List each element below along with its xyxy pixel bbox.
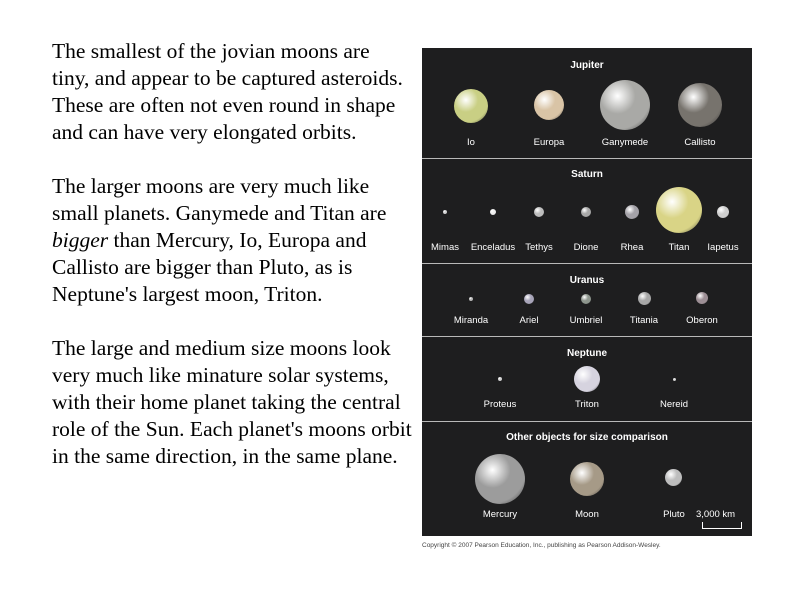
uranus-panel xyxy=(422,264,752,337)
nereid-label: Nereid xyxy=(660,399,688,410)
dione-label: Dione xyxy=(573,242,599,253)
enceladus-disc xyxy=(490,209,496,215)
pluto-label: Pluto xyxy=(663,509,685,520)
copyright-notice: Copyright © 2007 Pearson Education, Inc., publishing as Pearson Addison-Wesley. xyxy=(422,542,661,549)
iapetus-disc xyxy=(717,206,729,218)
jupiter-panel xyxy=(422,48,752,159)
titan-label: Titan xyxy=(668,242,690,253)
comparison-panel-title: Other objects for size comparison xyxy=(506,432,668,443)
moon-disc xyxy=(570,462,604,496)
proteus-label: Proteus xyxy=(483,399,517,410)
jupiter-panel-title: Jupiter xyxy=(570,60,604,71)
europa-label: Europa xyxy=(533,137,565,148)
uranus-panel-title: Uranus xyxy=(569,275,605,286)
titan-disc xyxy=(656,187,702,233)
io-disc xyxy=(454,89,488,123)
mercury-label: Mercury xyxy=(482,509,518,520)
umbriel-disc xyxy=(581,294,591,304)
tethys-label: Tethys xyxy=(525,242,553,253)
callisto-disc xyxy=(678,83,722,127)
paragraph-small-moons: The smallest of the jovian moons are tiny, and appear to be captured asteroids. These are often not even round in shape and can have very elongated orbits. xyxy=(52,39,403,144)
neptune-panel xyxy=(422,337,752,422)
triton-label: Triton xyxy=(575,399,599,410)
dione-disc xyxy=(581,207,591,217)
titania-disc xyxy=(638,292,651,305)
umbriel-label: Umbriel xyxy=(569,315,603,326)
ganymede-label: Ganymede xyxy=(601,137,649,148)
mimas-label: Mimas xyxy=(431,242,459,253)
iapetus-label: Iapetus xyxy=(707,242,739,253)
paragraph-large-moons xyxy=(52,173,412,308)
miranda-disc xyxy=(469,297,473,301)
io-label: Io xyxy=(467,137,475,148)
moon-label: Moon xyxy=(575,509,599,520)
ganymede-disc xyxy=(600,80,650,130)
ariel-label: Ariel xyxy=(519,315,539,326)
mercury-disc xyxy=(475,454,525,504)
europa-disc xyxy=(534,90,564,120)
scale-bar xyxy=(702,522,742,529)
paragraph-large-moons-end: than Mercury, Io, Europa and Callisto are bigger than Pluto, as is Neptune's largest moon, Triton. xyxy=(52,228,367,306)
callisto-label: Callisto xyxy=(684,137,716,148)
triton-disc xyxy=(574,366,600,392)
comparison-panel xyxy=(422,422,752,536)
oberon-label: Oberon xyxy=(686,315,718,326)
bigger-emphasis: bigger xyxy=(52,228,109,252)
neptune-panel-title: Neptune xyxy=(567,348,607,359)
moons-size-comparison-figure xyxy=(422,48,752,536)
paragraph-solar-systems: The large and medium size moons look very much like minature solar systems, with their home planet taking the central role of the Sun. Each planet's moons orbit in the same direction, in the same plane. xyxy=(52,336,412,468)
rhea-label: Rhea xyxy=(620,242,644,253)
mimas-disc xyxy=(443,210,447,214)
paragraph-large-moons-start: The larger moons are very much like small planets. Ganymede and Titan are xyxy=(52,174,387,225)
scale-label: 3,000 km xyxy=(696,509,736,520)
proteus-disc xyxy=(498,377,502,381)
titania-label: Titania xyxy=(629,315,659,326)
slide-text-column xyxy=(52,38,412,470)
nereid-disc xyxy=(673,378,676,381)
tethys-disc xyxy=(534,207,544,217)
saturn-panel xyxy=(422,159,752,264)
ariel-disc xyxy=(524,294,534,304)
oberon-disc xyxy=(696,292,708,304)
rhea-disc xyxy=(625,205,639,219)
miranda-label: Miranda xyxy=(453,315,489,326)
enceladus-label: Enceladus xyxy=(470,242,516,253)
pluto-disc xyxy=(665,469,682,486)
saturn-panel-title: Saturn xyxy=(571,169,603,180)
